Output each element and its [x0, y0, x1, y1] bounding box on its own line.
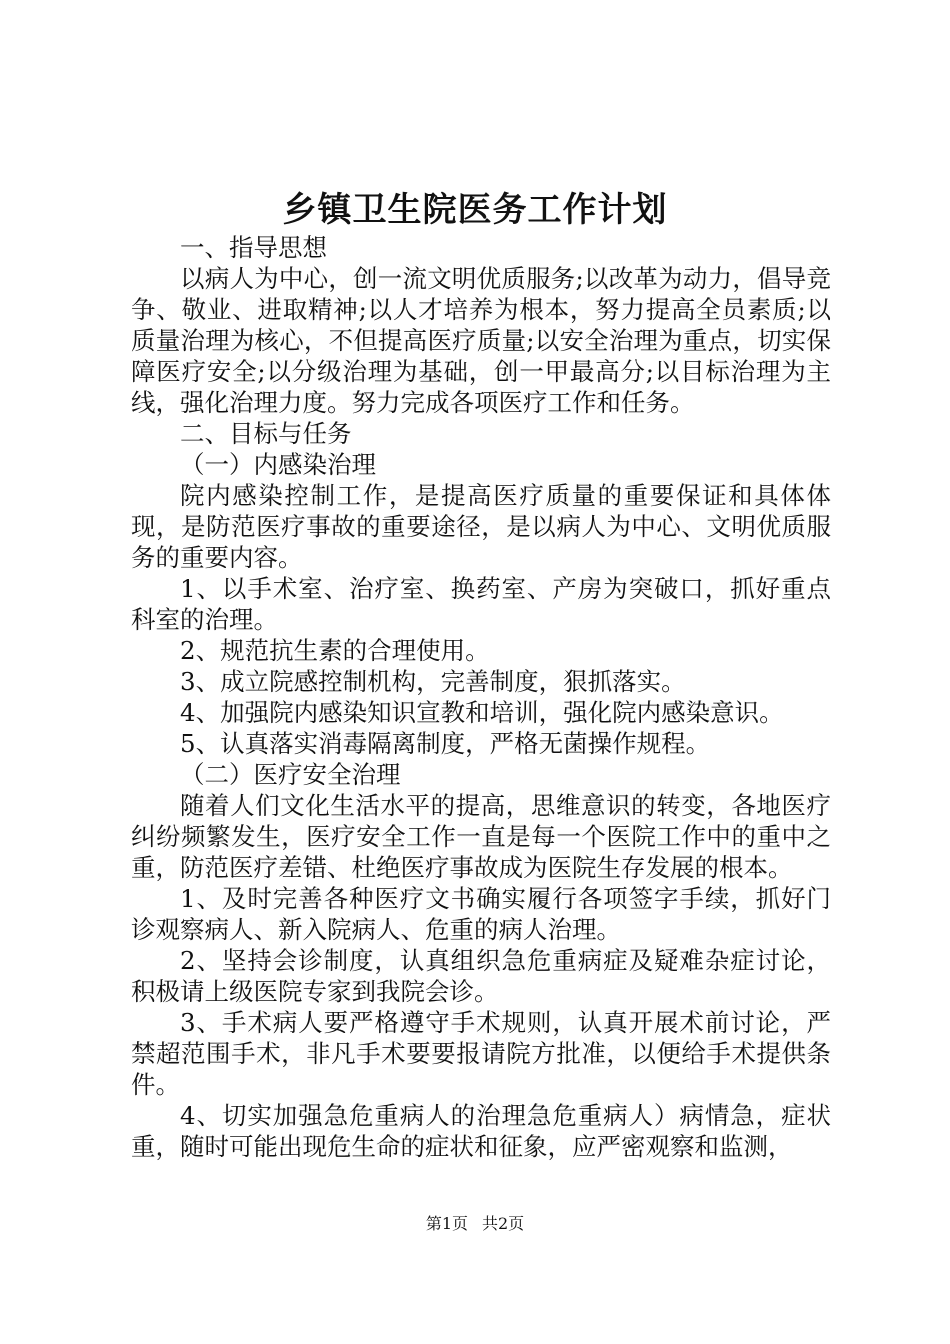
list-item: 1、以手术室、治疗室、换药室、产房为突破口，抓好重点科室的治理。 — [131, 574, 831, 634]
subsection-heading: （一）内感染治理 — [180, 450, 376, 479]
list-item: 4、切实加强急危重病人的治理急危重病人）病情急，症状重，随时可能出现危生命的症状和征象，应严密观察和监测， — [131, 1101, 831, 1161]
list-item: 3、成立院感控制机构，完善制度，狠抓落实。 — [180, 667, 686, 696]
list-item: 5、认真落实消毒隔离制度，严格无菌操作规程。 — [180, 729, 711, 758]
page-footer — [0, 1212, 950, 1236]
subsection-heading: （二）医疗安全治理 — [180, 760, 401, 789]
page-total: 共2页 — [482, 1214, 525, 1233]
section-heading: 一、指导思想 — [180, 233, 327, 262]
section-heading: 二、目标与任务 — [180, 419, 352, 448]
body-paragraph: 随着人们文化生活水平的提高，思维意识的转变，各地医疗纠纷频繁发生，医疗安全工作一直是每一个医院工作中的重中之重，防范医疗差错、杜绝医疗事故成为医院生存发展的根本。 — [131, 791, 831, 882]
page-number: 第1页 — [425, 1214, 468, 1233]
body-paragraph: 以病人为中心，创一流文明优质服务;以改革为动力，倡导竞争、敬业、进取精神;以人才培养为根本，努力提高全员素质;以质量治理为核心，不但提高医疗质量;以安全治理为重点，切实保障医疗安全;以分级治理为基础，创一甲最高分;以目标治理为主线，强化治理力度。努力完成各项医疗工作和任务。 — [131, 264, 831, 417]
list-item: 2、坚持会诊制度，认真组织急危重病症及疑难杂症讨论，积极请上级医院专家到我院会诊。 — [131, 946, 831, 1006]
list-item: 2、规范抗生素的合理使用。 — [180, 636, 490, 665]
list-item: 1、及时完善各种医疗文书确实履行各项签字手续，抓好门诊观察病人、新入院病人、危重的病人治理。 — [131, 884, 831, 944]
list-item: 4、加强院内感染知识宣教和培训，强化院内感染意识。 — [180, 698, 784, 727]
body-paragraph: 院内感染控制工作，是提高医疗质量的重要保证和具体体现，是防范医疗事故的重要途径，是以病人为中心、文明优质服务的重要内容。 — [131, 481, 831, 572]
list-item: 3、手术病人要严格遵守手术规则，认真开展术前讨论，严禁超范围手术，非凡手术要要报请院方批准，以便给手术提供条件。 — [131, 1008, 831, 1099]
document-body — [131, 232, 831, 1162]
document-title: 乡镇卫生院医务工作计划 — [282, 190, 668, 230]
